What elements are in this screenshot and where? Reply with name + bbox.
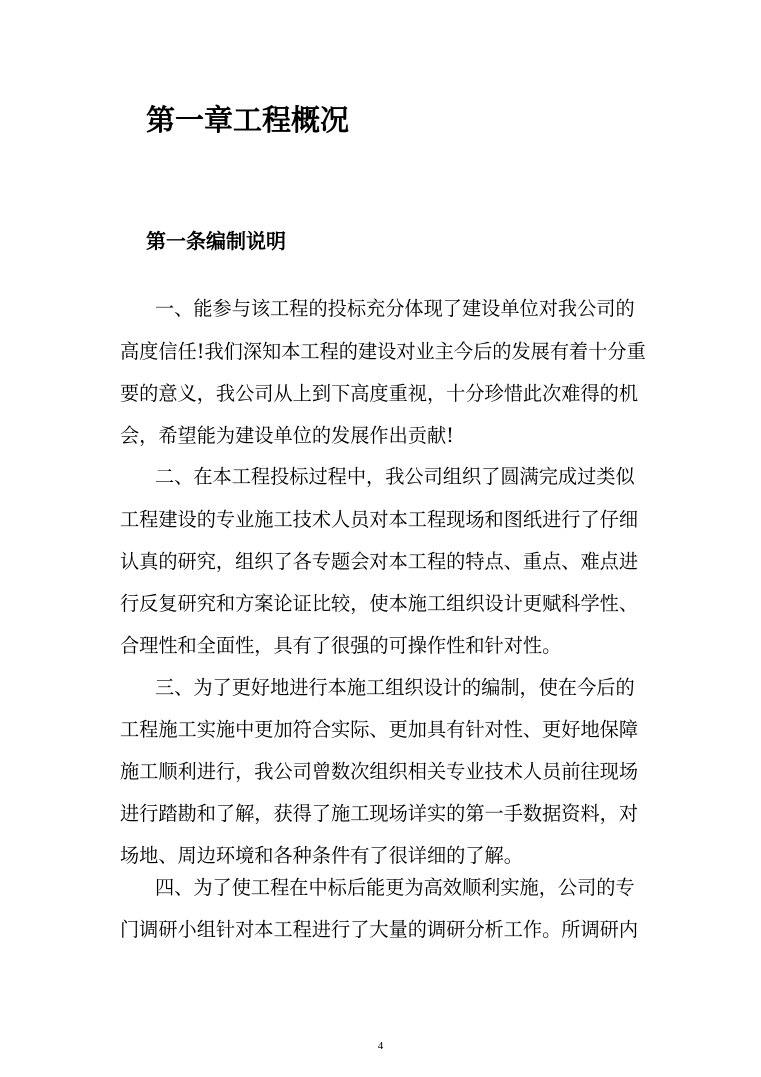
paragraph-line: 要的意义，我公司从上到下高度重视，十分珍惜此次难得的机 (120, 382, 639, 405)
paragraph-line: 施工顺利进行，我公司曾数次组织相关专业技术人员前往现场 (120, 760, 639, 783)
paragraph-line: 场地、周边环境和各种条件有了很详细的了解。 (120, 844, 523, 867)
paragraph-line: 三、为了更好地进行本施工组织设计的编制，使在今后的 (155, 676, 635, 699)
paragraph-line: 行反复研究和方案论证比较，使本施工组织设计更赋科学性、 (120, 592, 639, 615)
section-title: 第一条编制说明 (146, 229, 286, 253)
paragraph-line: 认真的研究，组织了各专题会对本工程的特点、重点、难点进 (120, 550, 639, 573)
paragraph-line: 工程施工实施中更加符合实际、更加具有针对性、更好地保障 (120, 718, 639, 741)
paragraph-line: 二、在本工程投标过程中，我公司组织了圆满完成过类似 (155, 465, 635, 488)
paragraph-line: 合理性和全面性，具有了很强的可操作性和针对性。 (120, 634, 562, 657)
paragraph-line: 高度信任!我们深知本工程的建设对业主今后的发展有着十分重 (120, 340, 646, 363)
paragraph-line: 四、为了使工程在中标后能更为高效顺利实施，公司的专 (155, 876, 635, 899)
chapter-title: 第一章工程概况 (146, 103, 350, 137)
paragraph-line: 进行踏勘和了解，获得了施工现场详实的第一手数据资料，对 (120, 802, 639, 825)
paragraph-line: 一、能参与该工程的投标充分体现了建设单位对我公司的 (155, 297, 635, 320)
page-number: 4 (377, 1040, 384, 1052)
paragraph-line: 门调研小组针对本工程进行了大量的调研分析工作。所调研内 (120, 918, 639, 941)
paragraph-line: 工程建设的专业施工技术人员对本工程现场和图纸进行了仔细 (120, 508, 639, 531)
paragraph-line: 会，希望能为建设单位的发展作出贡献! (120, 424, 454, 447)
